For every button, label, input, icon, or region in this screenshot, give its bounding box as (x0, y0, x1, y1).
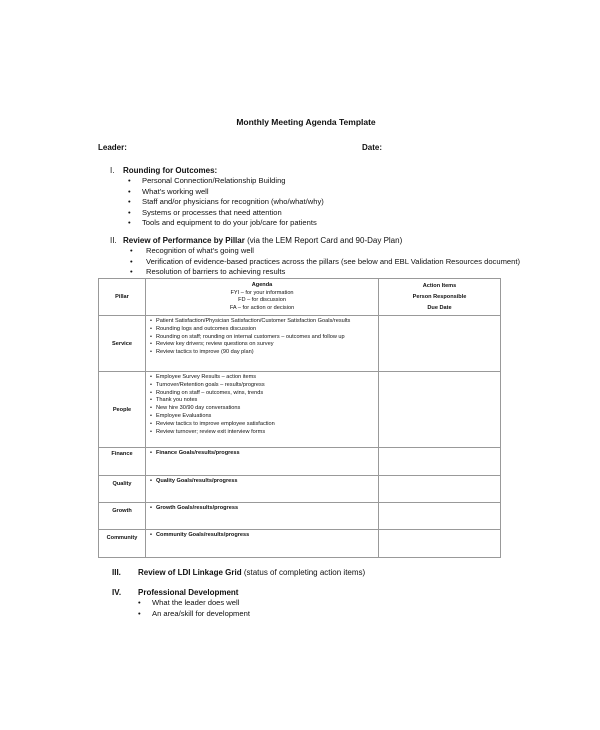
agenda-cell (146, 316, 379, 372)
pillar-name: Quality (99, 476, 146, 503)
list-item: • Verification of evidence-based practices across the pillars (see below and EBL Validation Resources document) (130, 257, 520, 268)
table-row (99, 476, 501, 503)
table-row (99, 372, 501, 448)
agenda-item: • Review tactics to improve (90 day plan) (150, 349, 378, 357)
agenda-item: • Review turnover; review exit interview forms (150, 429, 378, 437)
pillar-name: People (99, 372, 146, 448)
agenda-item: • Review tactics to improve employee satisfaction (150, 421, 378, 429)
pillar-name: Service (99, 316, 146, 372)
list-item: • What the leader does well (138, 598, 250, 609)
list-item: • What’s working well (128, 187, 324, 198)
leader-label: Leader: (98, 143, 127, 152)
agenda-cell (146, 448, 379, 476)
agenda-item: • Community Goals/results/progress (150, 532, 378, 540)
section-2-note: (via the LEM Report Card and 90-Day Plan) (247, 236, 403, 245)
agenda-item: • Rounding logs and outcomes discussion (150, 326, 378, 334)
agenda-title: Agenda (251, 282, 273, 288)
due-date-label: Due Date (427, 304, 452, 311)
person-responsible-label: Person Responsible (412, 293, 467, 300)
agenda-item: • Rounding on staff; rounding on internal customers – outcomes and follow up (150, 334, 378, 342)
action-cell[interactable] (379, 476, 501, 503)
fa-legend: FA – for action or decision (229, 304, 295, 311)
section-4-list (138, 598, 250, 619)
agenda-cell (146, 476, 379, 503)
list-item: • Personal Connection/Relationship Building (128, 176, 324, 187)
agenda-item: • Employee Evaluations (150, 413, 378, 421)
pillar-name: Growth (99, 503, 146, 530)
page-title: Monthly Meeting Agenda Template (236, 117, 376, 127)
section-2-list (130, 246, 520, 278)
action-cell[interactable] (379, 448, 501, 476)
pillar-name: Community (99, 530, 146, 558)
section-3-note: (status of completing action items) (243, 568, 366, 577)
agenda-header (146, 279, 379, 316)
section-3-number: III. (112, 568, 121, 577)
section-3-heading-line (138, 568, 365, 577)
date-label: Date: (362, 143, 383, 152)
agenda-item: • Patient Satisfaction/Physician Satisfaction/Customer Satisfaction Goals/results (150, 318, 378, 326)
agenda-cell (146, 372, 379, 448)
agenda-item: • Growth Goals/results/progress (150, 505, 378, 513)
section-2-heading: Review of Performance by Pillar (123, 236, 245, 245)
pillar-header: Pillar (99, 279, 146, 316)
list-item: • Tools and equipment to do your job/care for patients (128, 218, 324, 229)
agenda-cell (146, 503, 379, 530)
section-4-number: IV. (112, 588, 122, 597)
agenda-item: • Quality Goals/results/progress (150, 478, 378, 486)
list-item: • Systems or processes that need attention (128, 208, 324, 219)
pillar-name: Finance (99, 448, 146, 476)
pillar-table (98, 278, 501, 558)
action-cell[interactable] (379, 530, 501, 558)
section-2-heading-line (123, 236, 402, 245)
section-4-heading: Professional Development (138, 588, 239, 597)
section-1-heading: Rounding for Outcomes: (123, 166, 218, 175)
table-row (99, 316, 501, 372)
action-items-label: Action Items (422, 282, 457, 289)
agenda-cell (146, 530, 379, 558)
agenda-item: • Employee Survey Results – action items (150, 374, 378, 382)
agenda-item: • Rounding on staff – outcomes, wins, trends (150, 390, 378, 398)
section-2-number: II. (110, 236, 117, 245)
action-header (379, 279, 501, 316)
agenda-item: • Finance Goals/results/progress (150, 450, 378, 458)
agenda-item: • Review key drivers; review questions on survey (150, 341, 378, 349)
action-cell[interactable] (379, 316, 501, 372)
section-1-list (128, 176, 324, 229)
agenda-item: • Thank you notes (150, 397, 378, 405)
table-row (99, 503, 501, 530)
agenda-item: • New hire 30/90 day conversations (150, 405, 378, 413)
table-row (99, 530, 501, 558)
fd-legend: FD – for discussion (238, 297, 286, 304)
list-item: • Recognition of what’s going well (130, 246, 520, 257)
section-3-heading: Review of LDI Linkage Grid (138, 568, 242, 577)
table-row (99, 448, 501, 476)
list-item: • Resolution of barriers to achieving results (130, 267, 520, 278)
fyi-legend: FYI – for your information (230, 289, 294, 296)
agenda-item: • Turnover/Retention goals – results/progress (150, 382, 378, 390)
list-item: • An area/skill for development (138, 609, 250, 620)
section-1-number: I. (110, 166, 115, 175)
action-cell[interactable] (379, 372, 501, 448)
table-header-row (99, 279, 501, 316)
action-cell[interactable] (379, 503, 501, 530)
list-item: • Staff and/or physicians for recognition (who/what/why) (128, 197, 324, 208)
